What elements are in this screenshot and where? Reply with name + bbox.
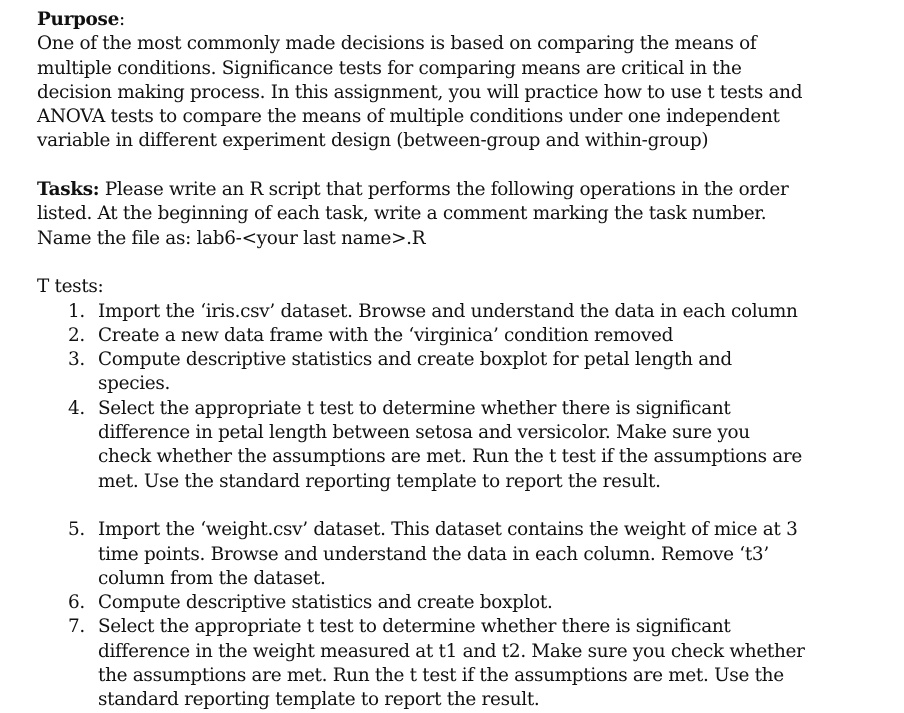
list-item-line: Select the appropriate t test to determine whether there is significant [98, 616, 731, 638]
purpose-line: variable in different experiment design (between-group and within-group) [37, 130, 709, 152]
list-item [37, 324, 887, 348]
list-item [37, 300, 887, 324]
list-item-number: 3. [68, 349, 85, 371]
list-item-line: met. Use the standard reporting template to report the result. [98, 470, 661, 492]
purpose-heading-line [37, 8, 887, 32]
list-item-line: Import the ‘weight.csv’ dataset. This dataset contains the weight of mice at 3 [98, 519, 798, 541]
document-page [37, 8, 887, 713]
tasks-filename-line: Name the file as: lab6-<your last name>.R [37, 227, 426, 249]
list-item-line: standard reporting template to report the result. [98, 689, 540, 711]
purpose-line: decision making process. In this assignment, you will practice how to use t tests and [37, 81, 803, 103]
list-item-line: the assumptions are met. Run the t test if the assumptions are met. Use the [98, 665, 784, 687]
list-item-number: 5. [68, 519, 85, 541]
list-item-number: 7. [68, 616, 85, 638]
purpose-line: ANOVA tests to compare the means of multiple conditions under one independent [37, 106, 780, 128]
purpose-heading: Purpose [37, 9, 119, 30]
spacer [37, 251, 887, 275]
list-item-line: check whether the assumptions are met. Run the t test if the assumptions are [98, 446, 802, 468]
ttests-heading: T tests: [37, 276, 104, 298]
list-item-line: species. [98, 373, 171, 395]
ttests-list [37, 300, 887, 713]
list-item-number: 6. [68, 592, 85, 614]
list-item-line: column from the dataset. [98, 567, 326, 589]
list-item-line: Create a new data frame with the ‘virginica’ condition removed [98, 324, 674, 346]
list-item-line: Compute descriptive statistics and create boxplot for petal length and [98, 349, 732, 371]
list-item [37, 518, 887, 591]
list-item-line: time points. Browse and understand the data in each column. Remove ‘t3’ [98, 543, 769, 565]
spacer [37, 494, 887, 518]
list-item-number: 1. [68, 300, 85, 322]
tasks-line: listed. At the beginning of each task, write a comment marking the task number. [37, 203, 767, 225]
purpose-line: One of the most commonly made decisions is based on comparing the means of [37, 33, 757, 55]
list-item [37, 348, 887, 397]
list-item-number: 4. [68, 397, 85, 419]
list-item-number: 2. [68, 324, 85, 346]
tasks-intro-text: Please write an R script that performs the following operations in the order [99, 179, 789, 201]
list-item [37, 615, 887, 712]
tasks-heading: Tasks: [37, 179, 100, 201]
purpose-colon: : [118, 9, 125, 30]
list-item [37, 397, 887, 494]
list-item-line: Compute descriptive statistics and create boxplot. [98, 592, 553, 614]
list-item-line: difference in petal length between setosa and versicolor. Make sure you [98, 422, 750, 444]
tasks-intro-line [37, 178, 887, 202]
spacer [37, 154, 887, 178]
list-item-line: Import the ‘iris.csv’ dataset. Browse and understand the data in each column [98, 300, 798, 322]
list-item-line: Select the appropriate t test to determine whether there is significant [98, 397, 731, 419]
purpose-line: multiple conditions. Significance tests for comparing means are critical in the [37, 57, 742, 79]
list-item-line: difference in the weight measured at t1 and t2. Make sure you check whether [98, 640, 805, 662]
list-item [37, 591, 887, 615]
